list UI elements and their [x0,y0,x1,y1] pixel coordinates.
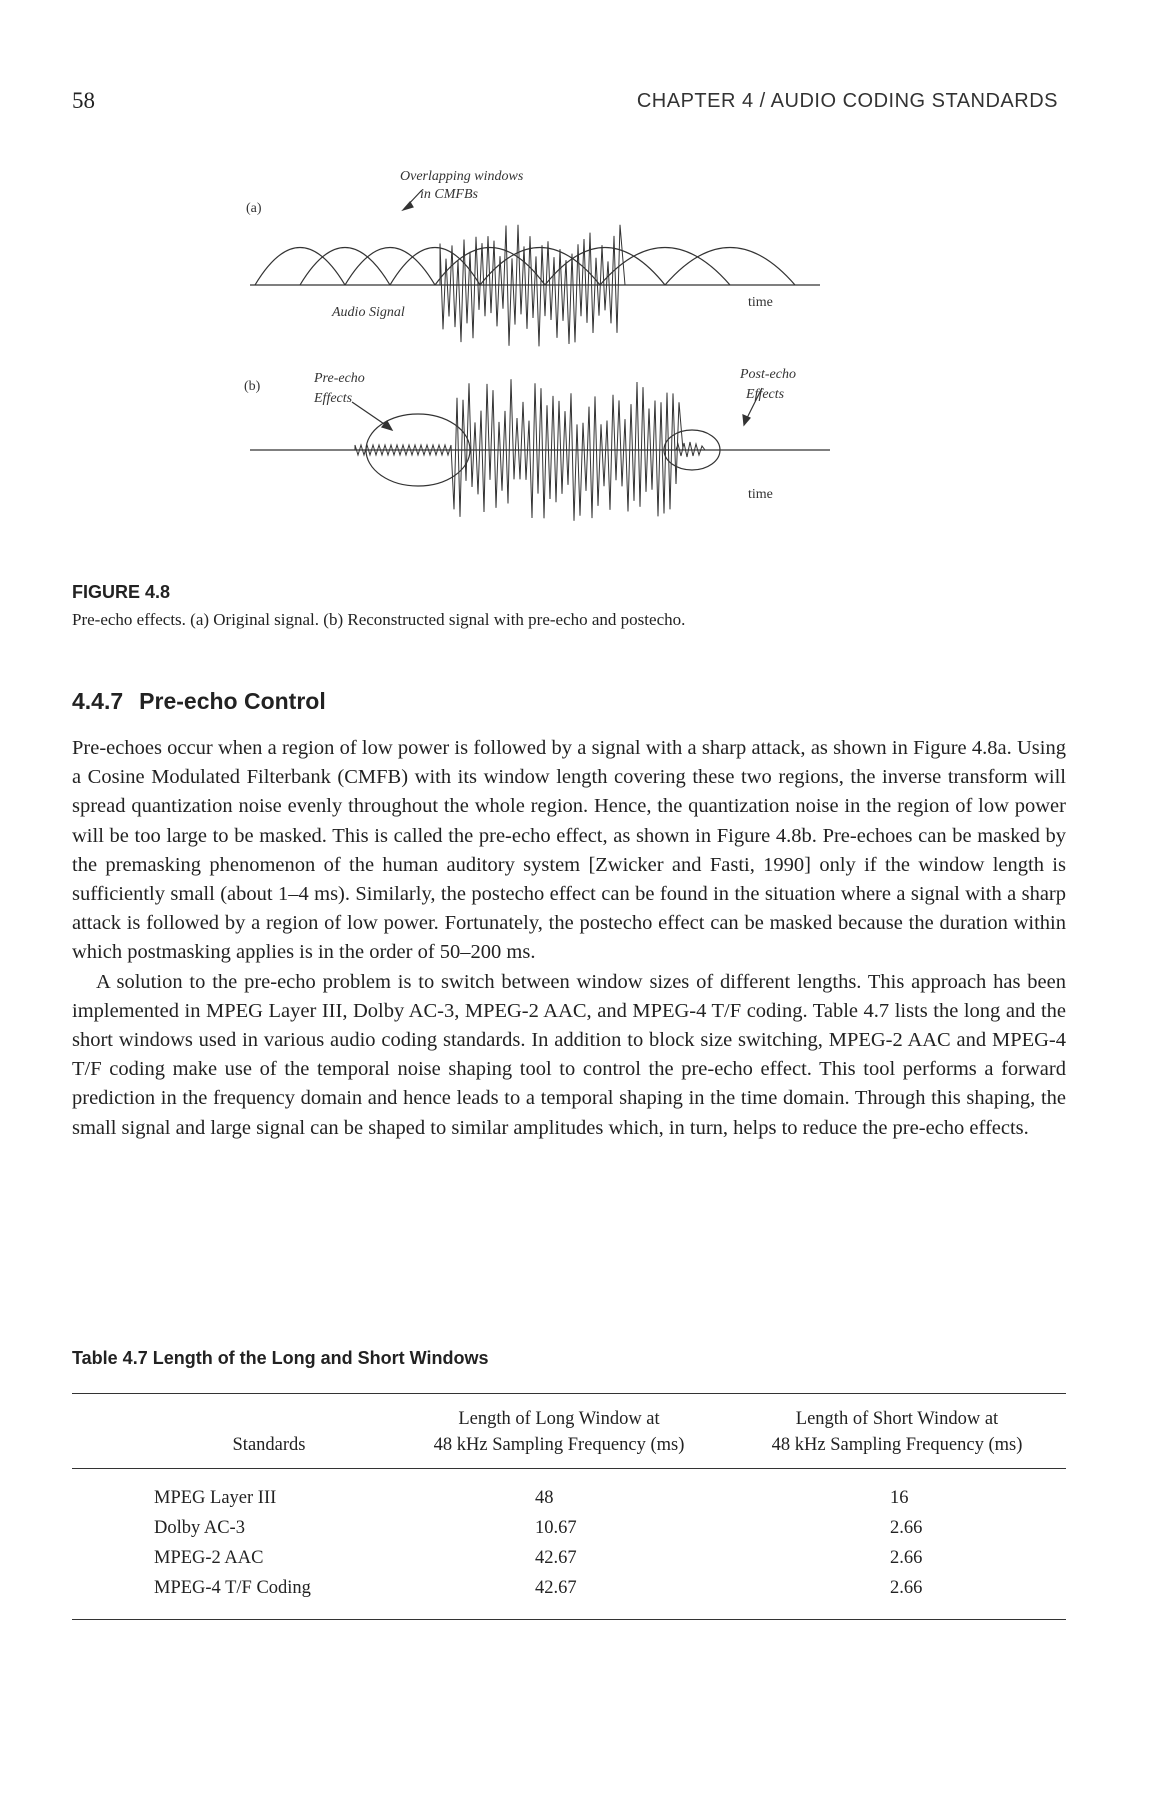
paragraph: A solution to the pre-echo problem is to switch between window sizes of different lengths. This approach has been implemented in MPEG Layer III, Dolby AC-3, MPEG-2 AAC, and MPEG-4 T/F coding. Table 4.7 lists the long and the short windows used in various audio coding standards. In addition to block size switching, MPEG-2 AAC and MPEG-4 T/F coding make use of the temporal noise shaping tool to control the pre-echo effect. This tool performs a forward prediction in the frequency domain and hence leads to a temporal shaping in the time domain. Through this shaping, the small signal and large signal can be shaped to similar amplitudes which, in turn, helps to reduce the pre-echo effects. [72,970,1066,1139]
figure-caption: Pre-echo effects. (a) Original signal. (b) Reconstructed signal with pre-echo and postecho. [72,610,686,629]
cell-long: 42.67 [535,1548,577,1568]
panel-a-label: (a) [246,201,262,216]
time-label-b: time [748,487,773,502]
header-short-window [728,1394,1066,1469]
post-echo-label-line1: Post-echo [740,367,796,382]
header-long-line2: 48 kHz Sampling Frequency (ms) [433,1435,685,1455]
cell-long: 10.67 [535,1518,577,1538]
cell-short: 16 [890,1488,909,1508]
paragraph: Pre-echoes occur when a region of low power is followed by a signal with a sharp attack, as shown in Figure 4.8a. Using a Cosine Modulated Filterbank (CMFB) with its window length covering these two regions, the inverse transform will spread quantization noise evenly throughout the whole region. Hence, the quantization noise in the region of low power will be too large to be masked. This is called the pre-echo effect, as shown in Figure 4.8b. Pre-echoes can be masked by the premasking phenomenon of the human auditory system [Zwicker and Fasti, 1990] only if the window length is sufficiently small (about 1–4 ms). Similarly, the postecho effect can be found in the situation where a signal with a sharp attack is followed by a region of low power. Fortunately, the postecho effect can be masked because the duration within which postmasking applies is in the order of 50–200 ms. [72,737,1066,964]
body-text [72,734,1066,1143]
header-short-line1: Length of Short Window at [795,1409,999,1429]
section-title: Pre-echo Control [139,688,326,714]
header-standards: Standards [232,1435,306,1455]
cell-standard: MPEG-4 T/F Coding [154,1578,311,1598]
table-header-row [72,1394,1066,1469]
table-row [72,1573,1066,1620]
pre-echo-label-line1: Pre-echo [314,371,365,386]
running-head: CHAPTER 4 / AUDIO CODING STANDARDS [636,90,1058,112]
header-short-line2: 48 kHz Sampling Frequency (ms) [771,1435,1023,1455]
cell-long: 48 [535,1488,554,1508]
panel-b-label: (b) [244,379,261,394]
overlap-label-line1: Overlapping windows [400,169,524,184]
header-long-line1: Length of Long Window at [458,1409,660,1429]
time-label-a: time [748,295,773,310]
table-title: Table 4.7 Length of the Long and Short Windows [72,1348,489,1368]
pre-echo-label-line2: Effects [314,391,353,406]
figure-pre-echo [240,150,860,570]
cell-standard: Dolby AC-3 [154,1518,245,1538]
section-number: 4.4.7 [72,688,124,714]
cell-short: 2.66 [890,1548,923,1568]
overlap-arrowhead [403,202,413,210]
page-number: 58 [72,88,95,113]
post-echo-label-line2: Effects [746,387,785,402]
cell-standard: MPEG Layer III [154,1488,277,1508]
cell-long: 42.67 [535,1578,577,1598]
cell-standard: MPEG-2 AAC [154,1548,264,1568]
table-4-7 [72,1393,1066,1620]
table-row [72,1543,1066,1573]
audio-signal-label: Audio Signal [332,305,405,320]
post-echo-arrowhead [743,415,750,425]
audio-signal-waveform-a [440,225,625,347]
overlap-label-line2: in CMFBs [420,187,478,202]
cell-short: 2.66 [890,1578,923,1598]
section-heading [72,688,326,715]
figure-label: FIGURE 4.8 [72,582,171,602]
cell-short: 2.66 [890,1518,923,1538]
table-row [72,1469,1066,1514]
table-row [72,1513,1066,1543]
header-long-window [390,1394,728,1469]
